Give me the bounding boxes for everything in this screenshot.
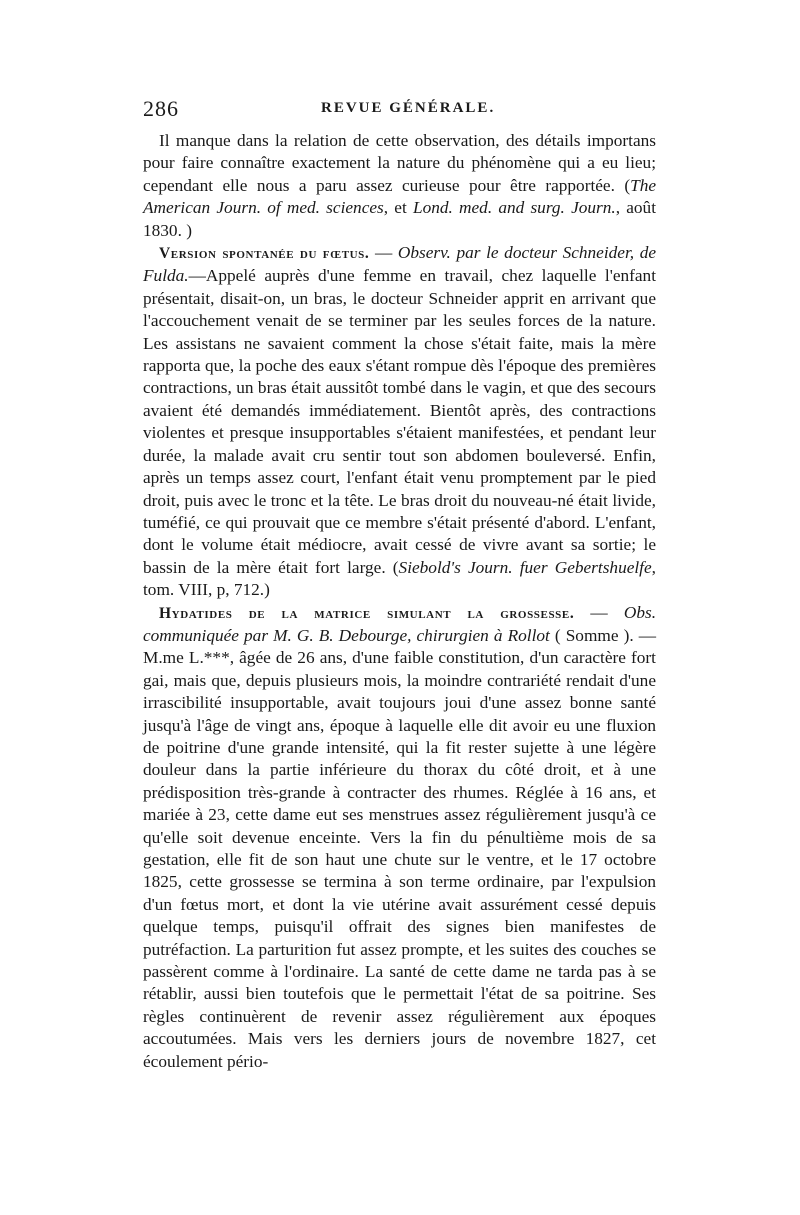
p1-text-a: Il manque dans la relation de cette observation, des détails importans pour faire connaître exactement la nature du phénomène qui a eu lieu; cependant elle nous a paru assez curieuse pour être rapportée. ( (143, 131, 656, 195)
p1-text-c: , août 1830. ) (143, 198, 656, 240)
p2-body: —Appelé auprès d'une femme en travail, chez laquelle l'enfant présentait, disait-on, un bras, le docteur Schneider apprit en arrivant que l'accouchement venait de se terminer par les seules forces de la nature. Les assistans ne savaient comment la chose s'était faite, mais la mère rapporta que, la poche des eaux s'étant rompue dès l'époque des premières contractions, un bras était aussitôt tombé dans le vagin, et que des secours avaient été demandés immédiatement. Bientôt après, des contractions violentes et presque insupportables s'étaient manifestées, et pendant leur durée, la malade avait cru sentir tout son abdomen bouleversé. Enfin, après un temps assez court, l'enfant était venu promptement par le pied droit, puis avec le tronc et la tête. Le bras droit du nouveau-né était livide, tuméfié, ce qui prouvait que ce membre s'était présenté d'abord. L'enfant, dont le volume était médiocre, avait cessé de vivre avant sa sortie; le bassin de la mère était fort large. ( (143, 266, 656, 577)
p2-source-end: , tom. VIII, p, 712.) (143, 557, 656, 600)
p3-body: — M.me L.***, âgée de 26 ans, d'une faible constitution, d'un caractère fort gai, mais que, depuis plusieurs mois, la moindre contrariété rendait d'une irrascibilité insupportable, avait toujours joui d'une assez bonne santé jusqu'à l'âge de vingt ans, époque à laquelle elle dit avoir eu une fluxion de poitrine d'une grande intensité, qui la fit rester sujette à une légère douleur dans la partie inférieure du thorax du côté droit, et à une prédisposition très-grande à contracter des rhumes. Réglée à 16 ans, et mariée à 23, cette dame eut ses menstrues assez régulièrement jusqu'à ce qu'elle soit devenue enceinte. Vers la fin du pénultième mois de sa gestation, elle fit de son haut une chute sur le ventre, et le 17 octobre 1825, cette grossesse se termina à son terme ordinaire, par l'expulsion d'un fœtus mort, et dont la vie utérine avait assurément cessé depuis quelque temps, puisqu'il offrait des signes bien manifestes de putréfaction. La parturition fut assez prompte, et les suites des couches se passèrent comme à l'ordinaire. La santé de cette dame ne tarda pas à se rétablir, aussi bien toutefois que le permettait l'état de sa poitrine. Ses règles continuèrent de revenir assez régulièrement aux époques accoutumées. Mais vers les derniers jours de novembre 1827, cet écoulement pério- (143, 625, 656, 1071)
p2-dash: — (369, 243, 398, 263)
p2-source-siebold: Siebold's Journ. fuer Gebertshuelfe (398, 557, 652, 577)
paragraph-closing-note (143, 130, 656, 242)
paragraph-hydatides (143, 602, 656, 1074)
p3-author: Obs. communiquée par M. G. B. Debourge, chirurgien à Rollot (143, 602, 657, 645)
p1-source-american-journal: The American Journ. of med. sciences (143, 175, 656, 218)
journal-title: REVUE GÉNÉRALE. (321, 100, 496, 116)
page-number: 286 (143, 96, 179, 121)
section-heading-hydatides: Hydatides de la matrice simulant la grossesse. (159, 604, 575, 622)
running-head (143, 96, 656, 130)
paragraph-version-spontanee (143, 242, 656, 602)
p3-dash: — (574, 602, 624, 622)
p2-author: Observ. par le docteur Schneider, de Fulda. (143, 243, 657, 286)
section-heading-version-spontanee: Version spontanée du fœtus. (159, 245, 370, 263)
p1-text-b: , et (383, 198, 413, 218)
p1-source-london-journal: Lond. med. and surg. Journ. (412, 198, 616, 218)
p3-author-end: ( Somme ). (549, 625, 634, 645)
body-text (143, 130, 656, 1073)
